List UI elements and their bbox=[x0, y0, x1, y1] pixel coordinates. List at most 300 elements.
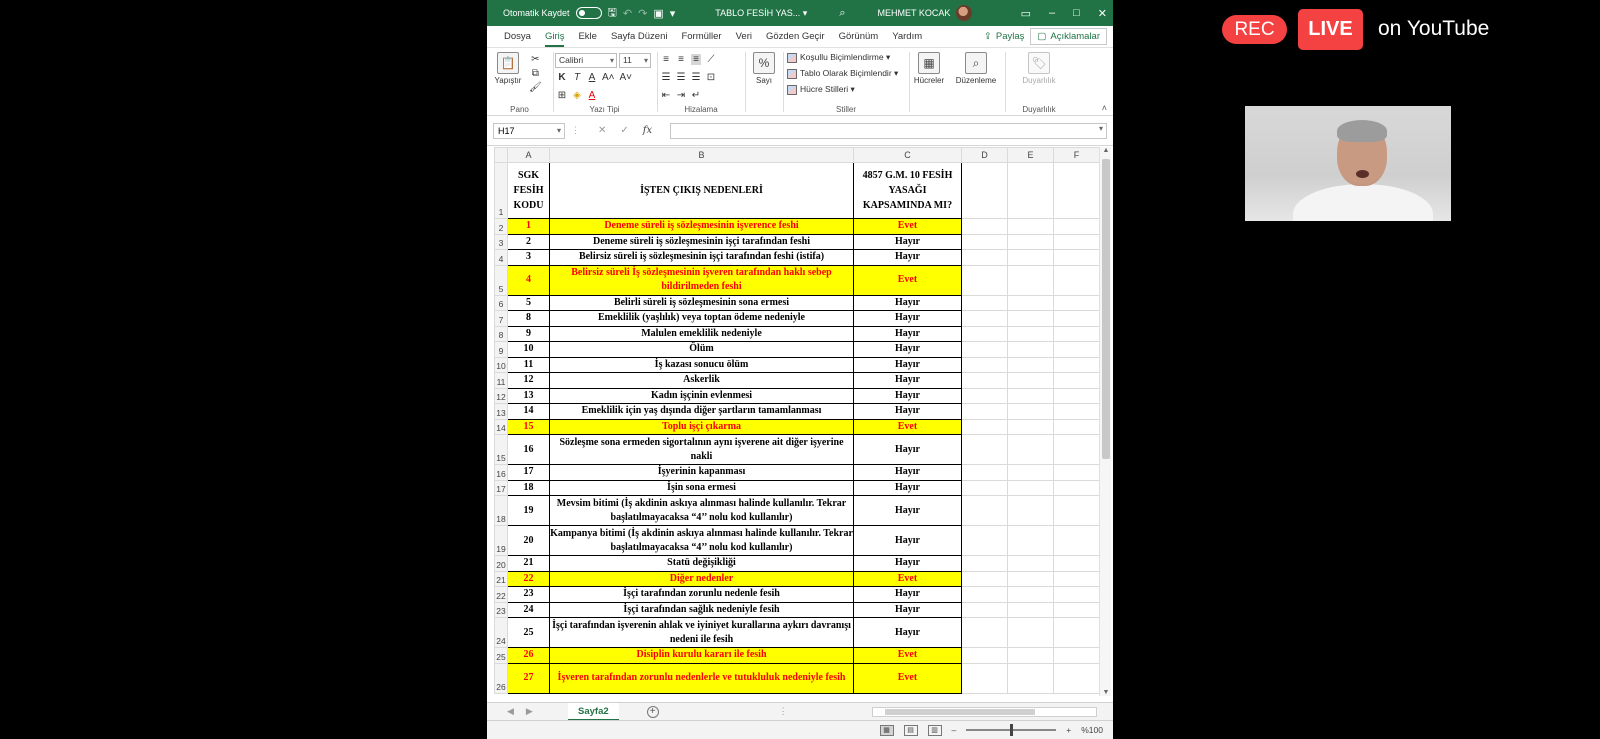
font-group-label: Yazı Tipi bbox=[589, 105, 620, 114]
table-row bbox=[495, 419, 1100, 435]
merge-center-icon[interactable]: ⊡ bbox=[706, 72, 716, 83]
row-header[interactable]: 25 bbox=[495, 648, 508, 664]
ban-scope-cell[interactable]: Hayır bbox=[854, 234, 962, 250]
table-header-row bbox=[495, 163, 1100, 219]
sgk-code-cell[interactable]: 15 bbox=[508, 419, 550, 435]
cell[interactable] bbox=[962, 480, 1008, 496]
ribbon-display-icon[interactable]: ▭ bbox=[1020, 7, 1031, 20]
table-row bbox=[495, 465, 1100, 481]
row-header[interactable]: 3 bbox=[495, 234, 508, 250]
cell[interactable] bbox=[1054, 526, 1100, 556]
sgk-code-cell[interactable]: 3 bbox=[508, 250, 550, 266]
cell[interactable] bbox=[962, 648, 1008, 664]
decrease-indent-icon[interactable]: ⇤ bbox=[661, 90, 671, 101]
table-row bbox=[495, 571, 1100, 587]
reason-cell[interactable]: İşin sona ermesi bbox=[550, 480, 854, 496]
cell[interactable] bbox=[1054, 234, 1100, 250]
cell[interactable] bbox=[1008, 496, 1054, 526]
row-header[interactable]: 12 bbox=[495, 388, 508, 404]
fill-color-icon[interactable]: ◈ bbox=[573, 90, 581, 101]
align-center-icon[interactable]: ☰ bbox=[676, 72, 686, 83]
quick-access-icon[interactable]: ▣ bbox=[653, 7, 664, 20]
align-right-icon[interactable]: ☰ bbox=[691, 72, 701, 83]
cell[interactable] bbox=[1054, 163, 1100, 219]
bold-icon[interactable]: K bbox=[558, 72, 566, 83]
cell[interactable] bbox=[1008, 618, 1054, 648]
cell[interactable] bbox=[1054, 496, 1100, 526]
cell[interactable] bbox=[1008, 234, 1054, 250]
cell[interactable] bbox=[1008, 265, 1054, 295]
cell[interactable] bbox=[1008, 648, 1054, 664]
sgk-code-cell[interactable]: 12 bbox=[508, 373, 550, 389]
reason-cell[interactable]: İş kazası sonucu ölüm bbox=[550, 357, 854, 373]
cell[interactable] bbox=[1008, 357, 1054, 373]
save-icon[interactable]: 🖫 bbox=[607, 6, 617, 19]
cell[interactable] bbox=[1008, 435, 1054, 465]
row-header[interactable]: 11 bbox=[495, 373, 508, 389]
cell[interactable] bbox=[1008, 373, 1054, 389]
cell[interactable] bbox=[1008, 295, 1054, 311]
horizontal-scrollbar[interactable] bbox=[872, 707, 1097, 717]
ban-scope-cell[interactable]: Hayır bbox=[854, 388, 962, 404]
sheet-tab[interactable]: Sayfa2 bbox=[568, 703, 619, 721]
format-painter-icon[interactable]: 🖌 bbox=[529, 82, 542, 93]
cell[interactable] bbox=[962, 234, 1008, 250]
cell[interactable] bbox=[1008, 404, 1054, 420]
avatar[interactable] bbox=[956, 5, 972, 21]
cell[interactable] bbox=[1008, 326, 1054, 342]
row-header[interactable]: 6 bbox=[495, 295, 508, 311]
cell[interactable] bbox=[962, 373, 1008, 389]
sgk-code-cell[interactable]: 27 bbox=[508, 663, 550, 693]
cell[interactable] bbox=[1054, 435, 1100, 465]
reason-cell[interactable]: Mevsim bitimi (İş akdinin askıya alınması halinde kullanılır. Tekrar başlatılmayacaksa “4’’ nolu kod kullanılır) bbox=[550, 496, 854, 526]
cell[interactable] bbox=[1008, 163, 1054, 219]
sgk-code-cell[interactable]: 14 bbox=[508, 404, 550, 420]
sgk-code-cell[interactable]: 23 bbox=[508, 587, 550, 603]
table-row bbox=[495, 234, 1100, 250]
cell[interactable] bbox=[1054, 342, 1100, 358]
cell[interactable] bbox=[1054, 480, 1100, 496]
decrease-font-icon[interactable]: A˅ bbox=[619, 72, 633, 83]
reason-cell[interactable]: Statü değişikliği bbox=[550, 556, 854, 572]
reason-cell[interactable]: Kadın işçinin evlenmesi bbox=[550, 388, 854, 404]
cell[interactable] bbox=[1054, 357, 1100, 373]
reason-cell[interactable]: Ölüm bbox=[550, 342, 854, 358]
normal-view-icon[interactable]: ▦ bbox=[880, 725, 894, 736]
row-header[interactable]: 21 bbox=[495, 571, 508, 587]
row-header[interactable]: 17 bbox=[495, 480, 508, 496]
cell[interactable] bbox=[962, 435, 1008, 465]
enter-icon[interactable]: ✓ bbox=[620, 125, 629, 136]
redo-icon[interactable]: ↷ bbox=[638, 7, 648, 20]
cell[interactable] bbox=[962, 571, 1008, 587]
cell[interactable] bbox=[1008, 571, 1054, 587]
row-header[interactable]: 9 bbox=[495, 342, 508, 358]
font-color-icon[interactable]: A bbox=[588, 90, 596, 101]
cell[interactable] bbox=[962, 465, 1008, 481]
cell[interactable] bbox=[962, 326, 1008, 342]
name-box[interactable]: H17 ▾ bbox=[493, 123, 565, 139]
cell[interactable] bbox=[962, 419, 1008, 435]
ban-scope-cell[interactable]: Evet bbox=[854, 265, 962, 295]
cell[interactable] bbox=[962, 357, 1008, 373]
row-header[interactable]: 14 bbox=[495, 419, 508, 435]
row-header[interactable]: 7 bbox=[495, 311, 508, 327]
cell[interactable] bbox=[962, 526, 1008, 556]
scroll-up-icon[interactable]: ▲ bbox=[1102, 147, 1110, 154]
tab-data[interactable]: Veri bbox=[735, 30, 752, 42]
scroll-down-icon[interactable]: ▼ bbox=[1102, 689, 1110, 696]
sgk-code-cell[interactable]: 22 bbox=[508, 571, 550, 587]
tab-file[interactable]: Dosya bbox=[504, 30, 531, 42]
reason-cell[interactable]: Deneme süreli iş sözleşmesinin işverence feshi bbox=[550, 219, 854, 235]
increase-indent-icon[interactable]: ⇥ bbox=[676, 90, 686, 101]
presenter-mouth bbox=[1356, 170, 1369, 178]
minimize-icon[interactable]: – bbox=[1049, 6, 1056, 19]
ban-scope-cell[interactable]: Hayır bbox=[854, 602, 962, 618]
cell[interactable] bbox=[1054, 587, 1100, 603]
sgk-code-cell[interactable]: 21 bbox=[508, 556, 550, 572]
cut-icon[interactable]: ✂ bbox=[531, 54, 540, 65]
table-row bbox=[495, 342, 1100, 358]
cell[interactable] bbox=[962, 404, 1008, 420]
cancel-icon[interactable]: ✕ bbox=[598, 125, 607, 136]
sgk-code-cell[interactable]: 9 bbox=[508, 326, 550, 342]
sgk-code-cell[interactable]: 5 bbox=[508, 295, 550, 311]
table-row bbox=[495, 265, 1100, 295]
scroll-thumb[interactable] bbox=[885, 709, 1035, 715]
tab-page-layout[interactable]: Sayfa Düzeni bbox=[610, 30, 668, 42]
tab-insert[interactable]: Ekle bbox=[578, 30, 597, 42]
cells-button[interactable] bbox=[911, 52, 947, 85]
tab-view[interactable]: Görünüm bbox=[838, 30, 879, 42]
comments-button[interactable] bbox=[1030, 28, 1107, 45]
cell[interactable] bbox=[1054, 373, 1100, 389]
search-icon: ⌕ bbox=[965, 52, 987, 74]
cell[interactable] bbox=[1054, 663, 1100, 693]
zoom-level[interactable]: %100 bbox=[1081, 725, 1103, 735]
cell[interactable] bbox=[962, 311, 1008, 327]
row-header[interactable]: 23 bbox=[495, 602, 508, 618]
reason-cell[interactable]: İşçi tarafından zorunlu nedenle fesih bbox=[550, 587, 854, 603]
ban-scope-cell[interactable]: Hayır bbox=[854, 556, 962, 572]
ban-scope-cell[interactable]: Hayır bbox=[854, 480, 962, 496]
page-break-view-icon[interactable]: ▥ bbox=[928, 725, 942, 736]
reason-cell[interactable]: İşçi tarafından işverenin ahlak ve iyiniyet kurallarına aykırı davranışı nedeni ile fesih bbox=[550, 618, 854, 648]
cell[interactable] bbox=[962, 163, 1008, 219]
sgk-code-cell[interactable]: 1 bbox=[508, 219, 550, 235]
cell[interactable] bbox=[1054, 465, 1100, 481]
ban-scope-cell[interactable]: Hayır bbox=[854, 311, 962, 327]
ban-scope-cell[interactable]: Evet bbox=[854, 571, 962, 587]
table-row bbox=[495, 663, 1100, 693]
cell[interactable] bbox=[1054, 250, 1100, 266]
table-row bbox=[495, 404, 1100, 420]
reason-cell[interactable]: Emeklilik (yaşlılık) veya toptan ödeme nedeniyle bbox=[550, 311, 854, 327]
row-header[interactable]: 15 bbox=[495, 435, 508, 465]
table-row bbox=[495, 219, 1100, 235]
cell[interactable] bbox=[962, 587, 1008, 603]
zoom-in-icon[interactable]: + bbox=[1066, 725, 1072, 735]
cell[interactable] bbox=[1008, 480, 1054, 496]
row-header[interactable]: 22 bbox=[495, 587, 508, 603]
reason-cell[interactable]: Emeklilik için yaş dışında diğer şartların tamamlanması bbox=[550, 404, 854, 420]
alignment-group-label: Hizalama bbox=[684, 105, 718, 114]
share-label: Paylaş bbox=[995, 31, 1025, 42]
column-header[interactable]: C bbox=[854, 148, 962, 163]
cell[interactable] bbox=[962, 250, 1008, 266]
ban-scope-cell[interactable]: Evet bbox=[854, 663, 962, 693]
cell[interactable] bbox=[1008, 465, 1054, 481]
zoom-slider[interactable] bbox=[966, 729, 1056, 731]
row-header[interactable]: 8 bbox=[495, 326, 508, 342]
zoom-knob[interactable] bbox=[1010, 724, 1013, 736]
header-sgk-code[interactable]: SGK FESİH KODU bbox=[508, 163, 550, 219]
row-header[interactable]: 2 bbox=[495, 219, 508, 235]
sgk-code-cell[interactable]: 8 bbox=[508, 311, 550, 327]
reason-cell[interactable]: Belirli süreli iş sözleşmesinin sona ermesi bbox=[550, 295, 854, 311]
cell[interactable] bbox=[1008, 219, 1054, 235]
editing-button[interactable] bbox=[951, 52, 1001, 85]
formula-input[interactable] bbox=[670, 123, 1107, 139]
cell[interactable] bbox=[1008, 587, 1054, 603]
cell[interactable] bbox=[962, 663, 1008, 693]
cell[interactable] bbox=[1008, 663, 1054, 693]
sgk-code-cell[interactable]: 17 bbox=[508, 465, 550, 481]
increase-font-icon[interactable]: A˄ bbox=[602, 72, 615, 83]
sgk-code-cell[interactable]: 26 bbox=[508, 648, 550, 664]
sgk-code-cell[interactable]: 2 bbox=[508, 234, 550, 250]
cell[interactable] bbox=[962, 295, 1008, 311]
ban-scope-cell[interactable]: Hayır bbox=[854, 373, 962, 389]
cell[interactable] bbox=[962, 219, 1008, 235]
ban-scope-cell[interactable]: Evet bbox=[854, 419, 962, 435]
collapse-ribbon-icon[interactable]: ˄ bbox=[1101, 103, 1107, 113]
table-row bbox=[495, 435, 1100, 465]
align-top-icon[interactable]: ≡ bbox=[663, 54, 669, 65]
cell[interactable] bbox=[962, 388, 1008, 404]
tab-home[interactable]: Giriş bbox=[538, 26, 572, 48]
conditional-formatting-button[interactable] bbox=[787, 52, 890, 63]
sgk-code-cell[interactable]: 20 bbox=[508, 526, 550, 556]
cell[interactable] bbox=[962, 265, 1008, 295]
reason-cell[interactable]: Malulen emeklilik nedeniyle bbox=[550, 326, 854, 342]
cell[interactable] bbox=[1054, 219, 1100, 235]
ribbon bbox=[487, 48, 1113, 116]
sgk-code-cell[interactable]: 13 bbox=[508, 388, 550, 404]
formula-bar bbox=[487, 116, 1113, 146]
reason-cell[interactable]: Kampanya bitimi (İş akdinin askıya alınması halinde kullanılır. Tekrar başlatılmayacaksa “4’’ nolu kod kullanılır) bbox=[550, 526, 854, 556]
sgk-code-cell[interactable]: 24 bbox=[508, 602, 550, 618]
sgk-code-cell[interactable]: 18 bbox=[508, 480, 550, 496]
sgk-code-cell[interactable]: 11 bbox=[508, 357, 550, 373]
zoom-out-icon[interactable]: – bbox=[951, 725, 957, 735]
row-header[interactable]: 16 bbox=[495, 465, 508, 481]
align-middle-icon[interactable]: ≡ bbox=[678, 54, 684, 65]
ban-scope-cell[interactable]: Hayır bbox=[854, 342, 962, 358]
cell[interactable] bbox=[962, 618, 1008, 648]
ban-scope-cell[interactable]: Hayır bbox=[854, 435, 962, 465]
reason-cell[interactable]: Belirsiz süreli İş sözleşmesinin işveren tarafından haklı sebep bildirilmeden feshi bbox=[550, 265, 854, 295]
share-button[interactable] bbox=[978, 31, 1030, 42]
row-header[interactable]: 1 bbox=[495, 163, 508, 219]
cell[interactable] bbox=[1054, 388, 1100, 404]
borders-icon[interactable]: ⊞ bbox=[557, 90, 567, 101]
sensitivity-icon: 🏷 bbox=[1028, 52, 1050, 74]
column-header[interactable]: F bbox=[1054, 148, 1100, 163]
italic-icon[interactable]: T bbox=[573, 72, 581, 83]
header-reasons[interactable]: İŞTEN ÇIKIŞ NEDENLERİ bbox=[550, 163, 854, 219]
undo-icon[interactable]: ↶ bbox=[622, 7, 633, 20]
row-header[interactable]: 5 bbox=[495, 265, 508, 295]
row-header[interactable]: 13 bbox=[495, 404, 508, 420]
cell[interactable] bbox=[962, 496, 1008, 526]
cell[interactable] bbox=[1054, 265, 1100, 295]
page-layout-view-icon[interactable]: ▤ bbox=[904, 725, 918, 736]
alignment-group bbox=[659, 48, 743, 116]
close-icon[interactable]: ✕ bbox=[1097, 7, 1107, 20]
ban-scope-cell[interactable]: Hayır bbox=[854, 465, 962, 481]
row-header[interactable]: 26 bbox=[495, 663, 508, 693]
reason-cell[interactable]: Askerlik bbox=[550, 373, 854, 389]
row-header[interactable]: 4 bbox=[495, 250, 508, 266]
orientation-icon[interactable]: ⟋ bbox=[707, 54, 715, 65]
column-header[interactable]: E bbox=[1008, 148, 1054, 163]
cell[interactable] bbox=[1008, 602, 1054, 618]
select-all-corner[interactable] bbox=[495, 148, 508, 163]
vertical-scrollbar[interactable] bbox=[1099, 147, 1111, 696]
reason-cell[interactable]: Diğer nedenler bbox=[550, 571, 854, 587]
tab-review[interactable]: Gözden Geçir bbox=[765, 30, 825, 42]
prev-sheet-icon[interactable]: ◀ bbox=[507, 706, 514, 716]
search-icon[interactable]: ⌕ bbox=[839, 6, 846, 19]
insert-function-icon[interactable]: fx bbox=[642, 125, 653, 136]
cell[interactable] bbox=[1054, 618, 1100, 648]
paste-button[interactable] bbox=[493, 52, 523, 85]
ban-scope-cell[interactable]: Hayır bbox=[854, 526, 962, 556]
maximize-icon[interactable]: □ bbox=[1073, 6, 1080, 19]
autosave-toggle[interactable] bbox=[576, 7, 602, 19]
column-header[interactable]: D bbox=[962, 148, 1008, 163]
document-title[interactable]: TABLO FESİH YAS... ▾ bbox=[715, 7, 808, 18]
ban-scope-cell[interactable]: Evet bbox=[854, 219, 962, 235]
cell[interactable] bbox=[962, 342, 1008, 358]
row-header[interactable]: 24 bbox=[495, 618, 508, 648]
ban-scope-cell[interactable]: Hayır bbox=[854, 357, 962, 373]
table-row bbox=[495, 311, 1100, 327]
add-sheet-icon[interactable]: + bbox=[647, 706, 659, 718]
cell-styles-button[interactable] bbox=[787, 84, 855, 95]
tab-splitter-icon[interactable]: ⋮ bbox=[778, 706, 788, 716]
row-header[interactable]: 18 bbox=[495, 496, 508, 526]
reason-cell[interactable]: İşçi tarafından sağlık nedeniyle fesih bbox=[550, 602, 854, 618]
reason-cell[interactable]: İşveren tarafından zorunlu nedenlerle ve tutukluluk nedeniyle fesih bbox=[550, 663, 854, 693]
cell[interactable] bbox=[1008, 388, 1054, 404]
reason-cell[interactable]: Sözleşme sona ermeden sigortalının aynı işverene ait diğer işyerine nakli bbox=[550, 435, 854, 465]
format-as-table-button[interactable] bbox=[787, 68, 898, 79]
reason-cell[interactable]: Toplu işçi çıkarma bbox=[550, 419, 854, 435]
ban-scope-cell[interactable]: Hayır bbox=[854, 404, 962, 420]
cell[interactable] bbox=[962, 556, 1008, 572]
sgk-code-cell[interactable]: 19 bbox=[508, 496, 550, 526]
table-row bbox=[495, 648, 1100, 664]
cell[interactable] bbox=[1008, 419, 1054, 435]
cell[interactable] bbox=[1054, 648, 1100, 664]
cell[interactable] bbox=[1008, 342, 1054, 358]
align-bottom-icon[interactable]: ≡ bbox=[691, 54, 701, 65]
ban-scope-cell[interactable]: Hayır bbox=[854, 326, 962, 342]
wrap-text-icon[interactable]: ↵ bbox=[691, 90, 701, 101]
cell[interactable] bbox=[1054, 295, 1100, 311]
cell[interactable] bbox=[1008, 250, 1054, 266]
ban-scope-cell[interactable]: Evet bbox=[854, 648, 962, 664]
sgk-code-cell[interactable]: 10 bbox=[508, 342, 550, 358]
ban-scope-cell[interactable]: Hayır bbox=[854, 295, 962, 311]
row-header[interactable]: 10 bbox=[495, 357, 508, 373]
copy-icon[interactable]: ⧉ bbox=[531, 68, 539, 79]
align-left-icon[interactable]: ☰ bbox=[661, 72, 671, 83]
header-ban-scope[interactable]: 4857 G.M. 10 FESİH YASAĞI KAPSAMINDA MI? bbox=[854, 163, 962, 219]
reason-cell[interactable]: İşyerinin kapanması bbox=[550, 465, 854, 481]
comments-label: Açıklamalar bbox=[1050, 31, 1100, 42]
cell[interactable] bbox=[1054, 571, 1100, 587]
reason-cell[interactable]: Deneme süreli iş sözleşmesinin işçi tarafından feshi bbox=[550, 234, 854, 250]
paste-label: Yapıştır bbox=[494, 76, 522, 85]
cell[interactable] bbox=[1008, 526, 1054, 556]
worksheet-table[interactable] bbox=[494, 147, 1100, 694]
tab-formulas[interactable]: Formüller bbox=[681, 30, 722, 42]
cell[interactable] bbox=[1054, 556, 1100, 572]
cell[interactable] bbox=[962, 602, 1008, 618]
number-format-button[interactable] bbox=[749, 52, 779, 85]
reason-cell[interactable]: Disiplin kurulu kararı ile fesih bbox=[550, 648, 854, 664]
font-name-select[interactable]: Calibri ▾ bbox=[555, 53, 617, 68]
customize-qat-icon[interactable]: ▾ bbox=[669, 7, 676, 20]
ban-scope-cell[interactable]: Hayır bbox=[854, 618, 962, 648]
column-header[interactable]: B bbox=[550, 148, 854, 163]
row-header[interactable]: 19 bbox=[495, 526, 508, 556]
row-header[interactable]: 20 bbox=[495, 556, 508, 572]
font-size-select[interactable]: 11 ▾ bbox=[619, 53, 651, 68]
cell[interactable] bbox=[1008, 556, 1054, 572]
paste-icon: 📋 bbox=[497, 52, 519, 74]
cell[interactable] bbox=[1054, 404, 1100, 420]
ban-scope-cell[interactable]: Hayır bbox=[854, 496, 962, 526]
tab-help[interactable]: Yardım bbox=[892, 30, 923, 42]
sensitivity-button[interactable] bbox=[1013, 52, 1065, 85]
sgk-code-cell[interactable]: 16 bbox=[508, 435, 550, 465]
format-as-table-label: Tablo Olarak Biçimlendir ▾ bbox=[800, 68, 899, 78]
cell[interactable] bbox=[1054, 602, 1100, 618]
comment-icon: ▢ bbox=[1037, 31, 1047, 42]
underline-icon[interactable]: A bbox=[588, 72, 596, 83]
sgk-code-cell[interactable]: 25 bbox=[508, 618, 550, 648]
ban-scope-cell[interactable]: Hayır bbox=[854, 250, 962, 266]
cell[interactable] bbox=[1054, 311, 1100, 327]
cell[interactable] bbox=[1054, 326, 1100, 342]
user-name: MEHMET KOCAK bbox=[877, 8, 951, 18]
cell[interactable] bbox=[1008, 311, 1054, 327]
column-header[interactable]: A bbox=[508, 148, 550, 163]
cell[interactable] bbox=[1054, 419, 1100, 435]
reason-cell[interactable]: Belirsiz süreli iş sözleşmesinin işçi tarafından feshi (istifa) bbox=[550, 250, 854, 266]
next-sheet-icon[interactable]: ▶ bbox=[525, 706, 533, 716]
ban-scope-cell[interactable]: Hayır bbox=[854, 587, 962, 603]
worksheet-grid[interactable] bbox=[487, 147, 1113, 702]
scroll-thumb[interactable] bbox=[1102, 159, 1110, 459]
sgk-code-cell[interactable]: 4 bbox=[508, 265, 550, 295]
